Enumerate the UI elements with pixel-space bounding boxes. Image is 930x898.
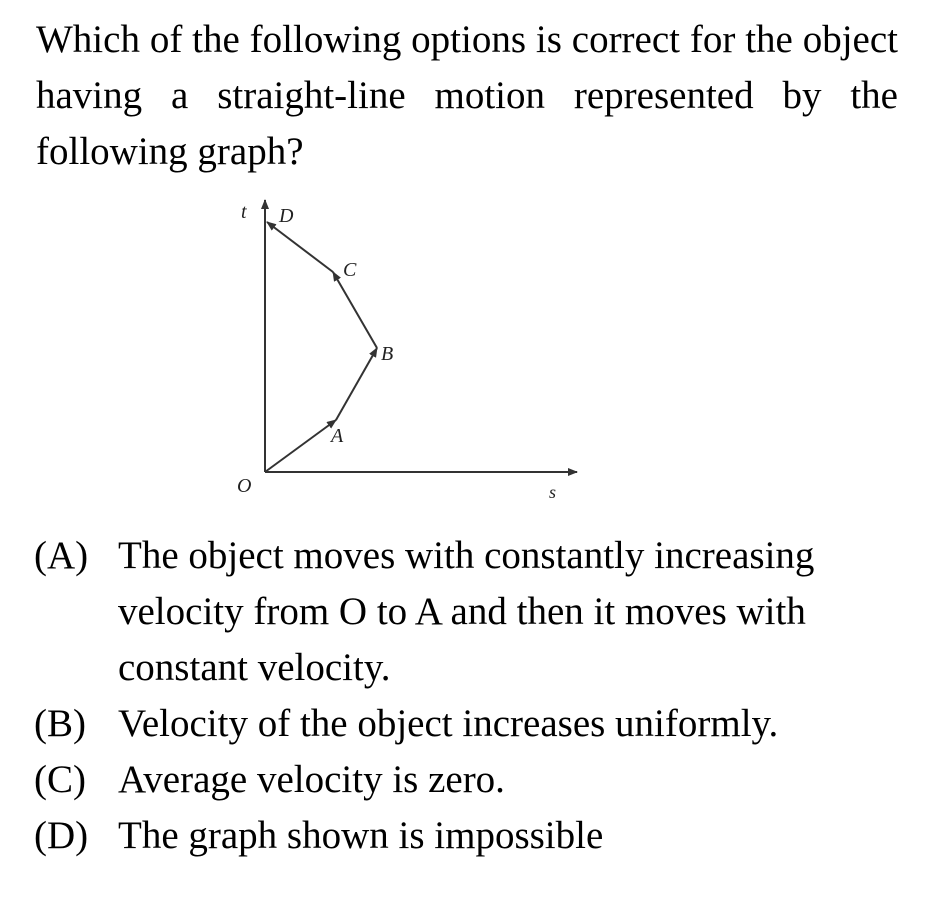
option-a[interactable] xyxy=(34,528,914,696)
option-b[interactable] xyxy=(34,696,914,752)
t-axis-label: t xyxy=(241,201,247,223)
segment-c-d xyxy=(267,222,333,272)
point-label-c: C xyxy=(343,259,357,281)
option-d[interactable] xyxy=(34,808,914,864)
option-label: (D) xyxy=(34,814,89,857)
segment-b-c xyxy=(333,272,377,348)
motion-graph xyxy=(225,190,595,510)
point-label-a: A xyxy=(331,425,344,447)
point-label-b: B xyxy=(381,343,394,365)
segment-o-a xyxy=(265,420,336,472)
question-text: Which of the following options is correct for the object having a straight-line motion represented by the following graph? xyxy=(36,18,898,173)
point-label-d: D xyxy=(279,205,294,227)
segment-a-b xyxy=(336,348,377,420)
option-label: (B) xyxy=(34,702,86,745)
option-text: Average velocity is zero. xyxy=(118,758,505,801)
origin-label: O xyxy=(237,475,252,497)
option-label: (C) xyxy=(34,758,86,801)
answer-options xyxy=(34,528,914,864)
option-text: Velocity of the object increases uniformly. xyxy=(118,702,779,745)
option-c[interactable] xyxy=(34,752,914,808)
option-label: (A) xyxy=(34,534,89,577)
option-text: The object moves with constantly increasing velocity from O to A and then it moves with constant velocity. xyxy=(118,534,815,689)
option-text: The graph shown is impossible xyxy=(118,814,604,857)
s-axis-label: s xyxy=(549,482,557,502)
